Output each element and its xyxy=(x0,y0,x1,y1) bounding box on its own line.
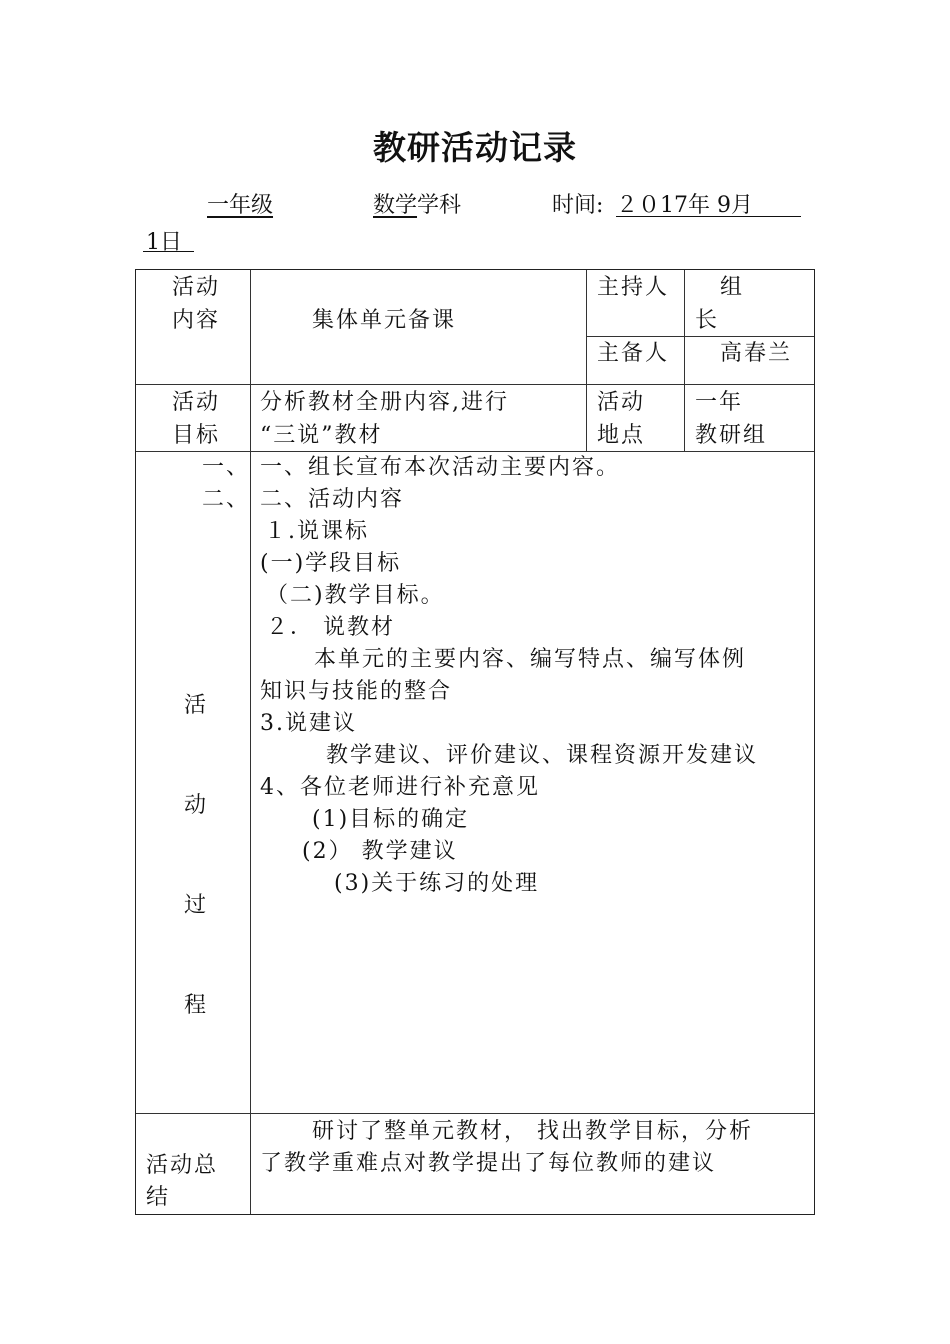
process-line: (1)目标的确定 xyxy=(312,807,470,832)
location-value-2: 教研组 xyxy=(695,423,768,448)
goal-value-1: 分析教材全册内容,进行 xyxy=(260,390,509,415)
grid-col-3 xyxy=(684,270,685,452)
goal-label-2: 目标 xyxy=(172,423,221,448)
summary-label-2: 结 xyxy=(146,1185,171,1210)
subject-underlined: 数学 xyxy=(373,193,418,218)
process-label-char-3: 过 xyxy=(184,893,207,918)
preparer-label: 主备人 xyxy=(597,341,670,366)
process-line: 本单元的主要内容、编写特点、编写体例 xyxy=(314,647,747,672)
host-value-2: 长 xyxy=(695,308,720,333)
goal-value-2: “三说”教材 xyxy=(260,423,383,448)
grid-col-1 xyxy=(250,270,251,1214)
page-title: 教研活动记录 xyxy=(373,128,577,167)
process-line: 教学建议、评价建议、课程资源开发建议 xyxy=(326,743,759,768)
goal-label-1: 活动 xyxy=(172,390,221,415)
summary-label-1: 活动总 xyxy=(146,1153,219,1178)
activity-content-label-1: 活动 xyxy=(172,275,221,300)
grid-row-1 xyxy=(136,384,814,385)
process-line: （二)教学目标。 xyxy=(266,583,445,608)
time-label: 时间: xyxy=(552,193,604,218)
process-side-mark-1: 一、 xyxy=(202,455,251,480)
process-line: 4、各位老师进行补充意见 xyxy=(260,775,540,800)
time-underline xyxy=(616,216,801,217)
activity-content-label-2: 内容 xyxy=(172,308,221,333)
time-value-cont: 1日 xyxy=(146,230,182,255)
process-line: (3)关于练习的处理 xyxy=(334,871,540,896)
grade-field: 一年级 xyxy=(207,193,274,218)
process-line: 知识与技能的整合 xyxy=(260,679,453,704)
process-line: ２． 说教材 xyxy=(266,615,395,640)
subject-rest: 学科 xyxy=(417,193,462,218)
time-underline-cont xyxy=(143,251,194,252)
summary-value-1: 研讨了整单元教材， 找出教学目标，分析 xyxy=(312,1119,753,1144)
summary-value-2: 了教学重难点对教学提出了每位教师的建议 xyxy=(260,1151,717,1176)
activity-record-table xyxy=(135,269,815,1215)
location-label-1: 活动 xyxy=(597,390,646,415)
process-label-char-2: 动 xyxy=(184,793,207,818)
process-side-mark-2: 二、 xyxy=(202,487,251,512)
process-line: (一)学段目标 xyxy=(260,551,402,576)
location-label-2: 地点 xyxy=(597,423,646,448)
activity-content-value: 集体单元备课 xyxy=(312,308,457,333)
process-line: １.说课标 xyxy=(264,519,369,544)
preparer-value: 高春兰 xyxy=(720,341,793,366)
process-line: 二、活动内容 xyxy=(260,487,405,512)
process-label-char-4: 程 xyxy=(184,993,207,1018)
location-value-1: 一年 xyxy=(695,390,744,415)
subject-field xyxy=(373,188,461,219)
process-line: 一、组长宣布本次活动主要内容。 xyxy=(260,455,621,480)
process-line: 3.说建议 xyxy=(260,711,357,736)
grid-row-3 xyxy=(136,1113,814,1114)
time-value: ２０17年 9月 xyxy=(616,193,753,218)
host-value-1: 组 xyxy=(720,275,745,300)
process-label-char-1: 活 xyxy=(184,693,207,718)
host-label: 主持人 xyxy=(597,275,670,300)
process-line: (2） 教学建议 xyxy=(302,839,458,864)
grid-col-2 xyxy=(586,270,587,452)
